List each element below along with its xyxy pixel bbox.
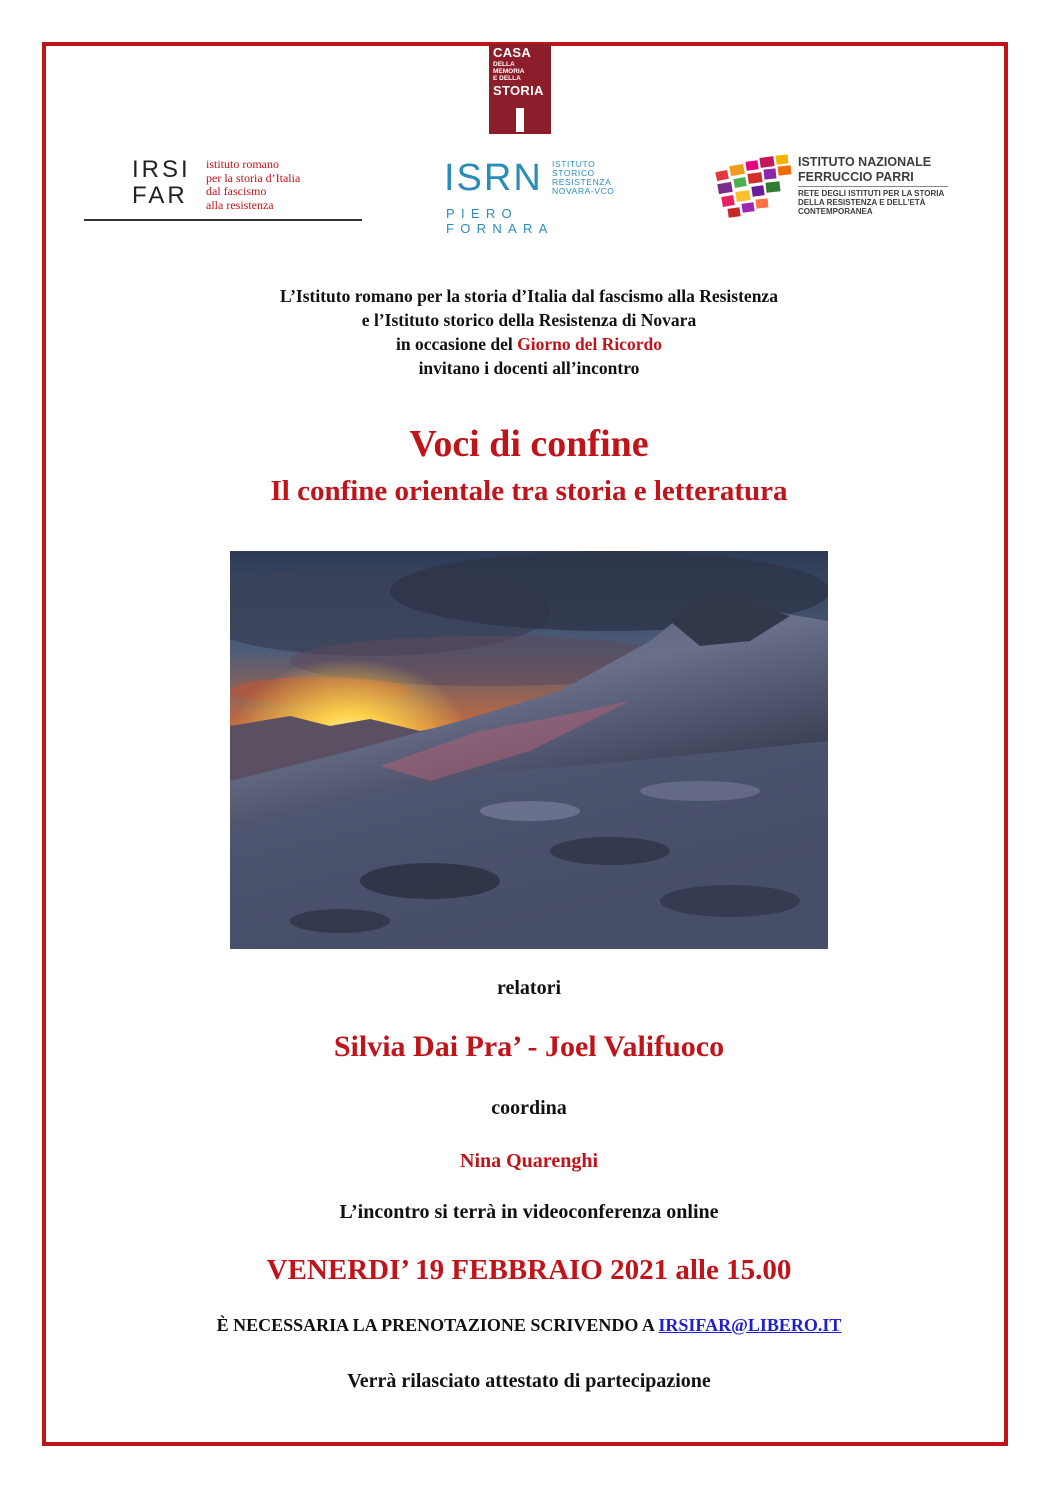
- speakers-label: relatori: [496, 977, 562, 999]
- isrn-sub-line: RESISTENZA: [552, 177, 612, 187]
- casa-line-3: MEMORIA: [493, 68, 525, 75]
- irsifar-underline: [84, 219, 362, 221]
- parri-sub-line: CONTEMPORANEA: [798, 207, 873, 216]
- event-date: VENERDI’ 19 FEBBRAIO 2021 alle 15.00: [266, 1254, 792, 1286]
- parri-title-line-2: FERRUCCIO PARRI: [798, 170, 914, 184]
- casa-line-4: E DELLA: [493, 75, 521, 82]
- speakers-names: Silvia Dai Pra’ - Joel Valifuoco: [333, 1030, 725, 1063]
- event-subtitle: Il confine orientale tra storia e letteratura: [270, 475, 788, 507]
- intro-line-2: e l’Istituto storico della Resistenza di Novara: [361, 310, 697, 330]
- parri-sub-line: DELLA RESISTENZA E DELL’ETÀ: [798, 198, 926, 207]
- casa-line-5: STORIA: [493, 83, 544, 98]
- isrn-tagline: PIERO FORNARA: [446, 206, 554, 236]
- casa-line-2: DELLA: [493, 61, 515, 68]
- intro-line-1: L’Istituto romano per la storia d’Italia dal fascismo alla Resistenza: [280, 286, 778, 306]
- casa-line-1: CASA: [493, 45, 532, 60]
- isrn-subtitle: [552, 160, 615, 196]
- isrn-sub-line: ISTITUTO: [552, 159, 596, 169]
- parri-mosaic-icon: [714, 153, 794, 219]
- intro-line-4: invitano i docenti all’incontro: [418, 358, 640, 378]
- isrn-sub-line: STORICO: [552, 168, 595, 178]
- parri-divider: [798, 186, 948, 187]
- irsifar-mark: [132, 156, 202, 216]
- parri-title-line-1: ISTITUTO NAZIONALE: [798, 155, 932, 169]
- mountain-sunset-photo: [230, 551, 828, 949]
- irsifar-logo: [84, 150, 364, 224]
- booking-email-link[interactable]: IRSIFAR@LIBERO.IT: [658, 1315, 842, 1335]
- isrn-name: ISRN: [444, 157, 543, 199]
- irsifar-mark-line-2: FAR: [132, 182, 188, 209]
- irsifar-text: [206, 158, 300, 212]
- isrn-sub-line: NOVARA-VCO: [552, 186, 615, 196]
- irsifar-text-line: per la storia d’Italia: [206, 170, 301, 185]
- irsifar-text-line: alla resistenza: [206, 197, 274, 212]
- parri-sub-line: RETE DEGLI ISTITUTI PER LA STORIA: [798, 189, 945, 198]
- coordinator-label: coordina: [491, 1097, 567, 1119]
- booking-line: [0, 1315, 1058, 1336]
- booking-prefix: È NECESSARIA LA PRENOTAZIONE SCRIVENDO A: [216, 1315, 659, 1335]
- intro-text: [0, 284, 1058, 380]
- irsifar-text-line: istituto romano: [206, 157, 279, 171]
- giorno-del-ricordo: Giorno del Ricordo: [517, 334, 662, 354]
- parri-logo: [714, 153, 964, 223]
- isrn-logo: [444, 157, 634, 236]
- casa-memoria-logo: [489, 44, 551, 134]
- intro-line-3: [0, 332, 1058, 356]
- irsifar-mark-line-1: IRSI: [132, 156, 191, 183]
- intro-line-3-prefix: in occasione del: [396, 334, 518, 354]
- parri-subtitle: [798, 189, 944, 216]
- certificate-note: Verrà rilasciato attestato di partecipazione: [347, 1370, 711, 1392]
- casa-bar-mark: [516, 108, 524, 132]
- event-title: Voci di confine: [409, 423, 649, 465]
- coordinator-name: Nina Quarenghi: [460, 1150, 598, 1172]
- irsifar-text-line: dal fascismo: [206, 184, 267, 198]
- event-format: L’incontro si terrà in videoconferenza online: [339, 1201, 719, 1223]
